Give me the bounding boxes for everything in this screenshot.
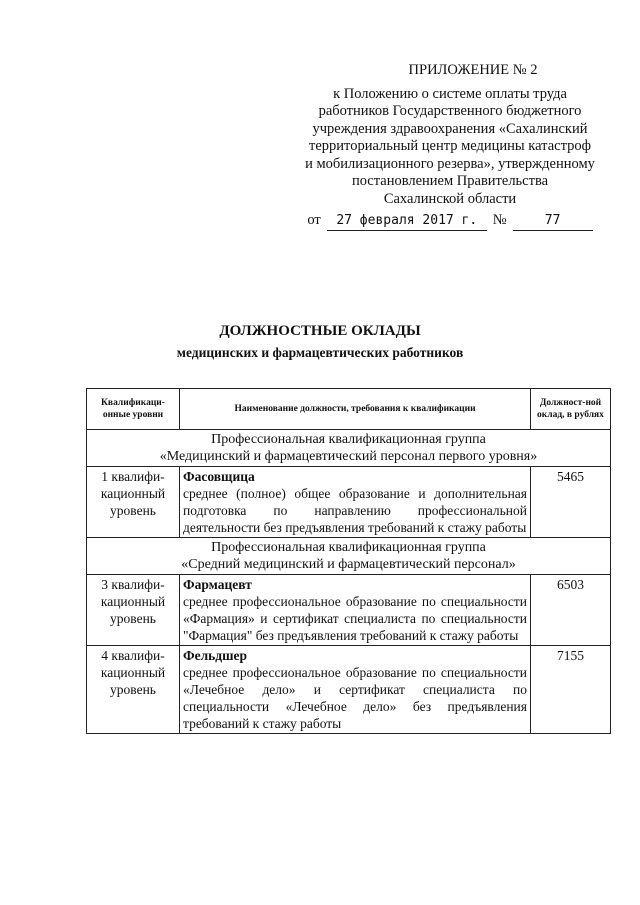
- position-cell: [180, 467, 531, 538]
- group-title-line: «Средний медицинский и фармацевтический персонал»: [181, 557, 516, 572]
- approval-date: 27 февраля 2017 г.: [327, 212, 487, 231]
- header-salary: Должност-ной оклад, в рублях: [531, 389, 611, 430]
- appendix-title: ПРИЛОЖЕНИЕ № 2: [408, 62, 538, 78]
- header-position: Наименование должности, требования к квалификации: [180, 389, 531, 430]
- group-header-row: [87, 430, 611, 467]
- number-label: №: [492, 212, 507, 228]
- approval-line: [300, 212, 600, 231]
- position-name: Фасовщица: [183, 469, 255, 484]
- header-level: Квалификаци-онные уровни: [87, 389, 180, 430]
- appendix-line: территориальный центр медицины катастроф: [309, 138, 591, 154]
- appendix-line: к Положению о системе оплаты труда: [333, 85, 567, 102]
- group-header-row: [87, 538, 611, 575]
- salary-cell: 7155: [531, 646, 611, 734]
- group-title-line: Профессиональная квалификационная группа: [211, 540, 486, 555]
- appendix-line: Сахалинской области: [383, 190, 517, 207]
- salary-cell: 6503: [531, 575, 611, 646]
- table-row: [87, 646, 611, 734]
- position-requirements: среднее (полное) общее образование и дополнительная подготовка по направлению профессиональной деятельности без предъявления требований к стажу работы: [183, 486, 527, 535]
- salary-table: [86, 388, 611, 734]
- document-subtitle: медицинских и фармацевтических работников: [176, 345, 464, 360]
- salary-cell: 5465: [531, 467, 611, 538]
- level-cell: 4 квалифи-кационный уровень: [87, 646, 180, 734]
- appendix-line: работников Государственного бюджетного: [318, 103, 582, 119]
- from-label: от: [307, 212, 321, 228]
- position-requirements: среднее профессиональное образование по специальности «Фармация» и сертификат специалиста по специальности "Фармация" без предъявления требований к стажу работы: [183, 594, 527, 643]
- group-title-line: Профессиональная квалификационная группа: [211, 432, 486, 447]
- table-row: [87, 575, 611, 646]
- position-requirements: среднее профессиональное образование по специальности «Лечебное дело» и сертификат специалиста по специальности «Лечебное дело» без предъявления требований к стажу работы: [183, 665, 527, 731]
- position-name: Фельдшер: [183, 648, 248, 663]
- group-title: [87, 538, 611, 575]
- position-cell: [180, 575, 531, 646]
- document-title: ДОЛЖНОСТНЫЕ ОКЛАДЫ: [219, 323, 421, 339]
- group-title: [87, 430, 611, 467]
- position-cell: [180, 646, 531, 734]
- appendix-line: и мобилизационного резерва», утвержденному: [305, 155, 595, 172]
- table-row: [87, 467, 611, 538]
- table-header-row: [87, 389, 611, 430]
- level-cell: 3 квалифи-кационный уровень: [87, 575, 180, 646]
- group-title-line: «Медицинский и фармацевтический персонал первого уровня»: [159, 449, 538, 464]
- appendix-block: [300, 62, 600, 231]
- level-cell: 1 квалифи-кационный уровень: [87, 467, 180, 538]
- approval-number: 77: [513, 212, 593, 231]
- position-name: Фармацевт: [183, 577, 252, 592]
- appendix-line: постановлением Правительства: [351, 173, 549, 189]
- appendix-line: учреждения здравоохранения «Сахалинский: [312, 120, 588, 137]
